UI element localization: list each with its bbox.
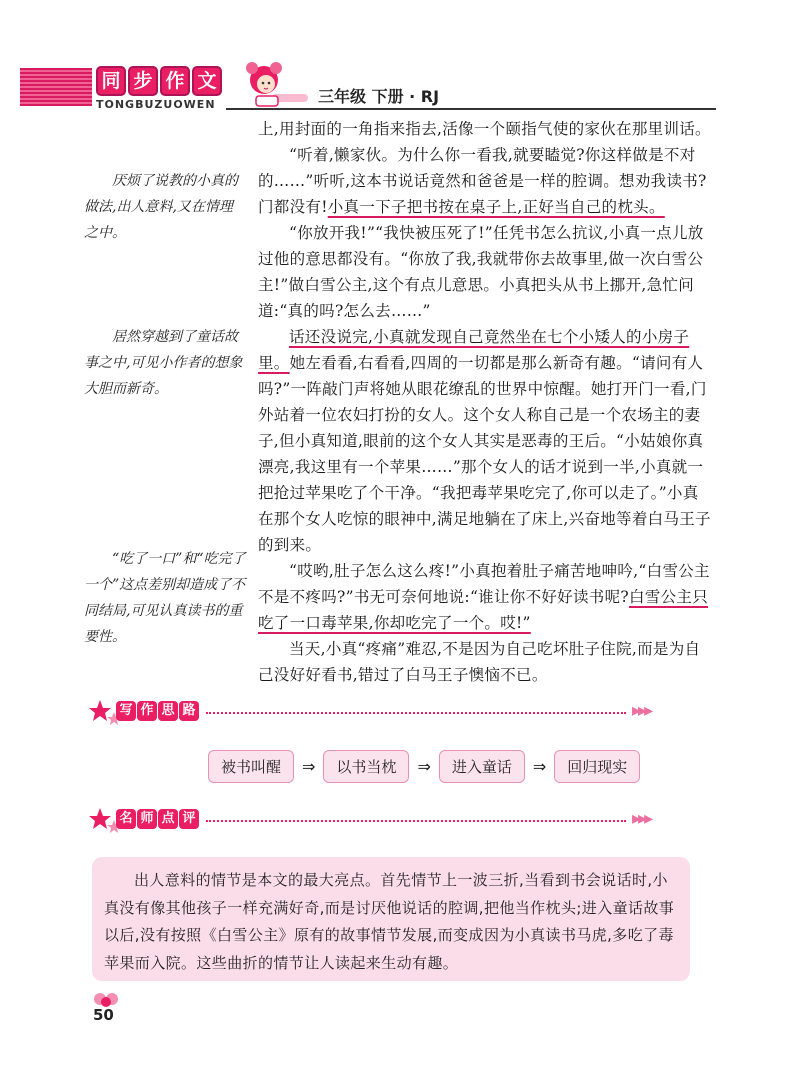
flow-step: 以书当枕 [323,750,409,783]
teacher-comment-box [92,857,690,981]
page-number: 50 [93,1006,114,1024]
comment-text: 出人意料的情节是本文的最大亮点。首先情节上一波三折,当看到书会说话时,小真没有像其他孩子一样充满好奇,而是讨厌他说话的腔调,把他当作枕头;进入童话故事以后,没有按照《白雪公主》原有的故事情节发展,而变成因为小真读书马虎,多吃了毒苹果而入院。这些曲折的情节让人读起来生动有趣。 [104,871,675,972]
paragraph: 上,用封面的一角指来指去,活像一个颐指气使的家伙在那里训话。 [258,120,711,138]
reading-girl-illustration [242,60,312,112]
highlighted-sentence: 话还没说完,小真就发现自己竟然坐在七个小矮人的小房子里。 [258,328,690,372]
margin-note: “吃了一口”和“吃完了一个”这点差别却造成了不同结局,可见认真读书的重要性。 [84,551,246,645]
paragraph-text: “听着,懒家伙。为什么你一看我,就要瞌觉?你这样做是不对的……”听听,这本书说话竟然和爸爸是一样的腔调。想劝我读书?门都没有! [258,146,707,216]
margin-note: 居然穿越到了童话故事之中,可见小作者的想象大胆而新奇。 [84,329,243,397]
page-header [20,60,720,118]
flow-step: 回归现实 [554,750,640,783]
story-text [258,116,714,688]
paragraph-text: “哎哟,肚子怎么这么疼!”小真抱着肚子痛苦地呻吟,“白雪公主不是不疼吗?”书无可奈何地说:“谁让你不好好读书呢? [258,562,710,606]
section-teacher-comment [88,806,700,836]
paragraph: “你放开我!”“我快被压死了!”任凭书怎么抗议,小真一点儿放过他的意思都没有。“你放了我,我就带你去故事里,做一次白雪公主!”做白雪公主,这个有点儿意思。小真把头从书上挪开,急忙问道:“真的吗?怎么去……” [258,224,704,320]
title-char: 作 [160,66,190,96]
writing-flow [208,750,640,783]
dotted-divider [206,820,626,822]
highlighted-sentence: 小真一下子把书按在桌子上,正好当自己的枕头。 [327,198,665,216]
section-title-char: 路 [179,701,199,721]
margin-note: 厌烦了说教的小真的做法,出人意料,又在情理之中。 [84,173,238,241]
arrow-right-icon: ⇒ [302,757,316,776]
page-number-badge [88,990,124,1030]
paragraph [258,142,714,220]
section-title-char: 名 [116,809,136,829]
title-char: 步 [128,66,158,96]
paragraph: 当天,小真“疼痛”难忍,不是因为自己吃坏肚子住院,而是为自己没好好看书,错过了白马王子懊恼不已。 [258,640,701,684]
paragraph-text: 她左看看,右看看,四周的一切都是那么新奇有趣。“请问有人吗?”一阵敲门声将她从眼花缭乱的世界中惊醒。她打开门一看,门外站着一位农妇打扮的女人。这个女人称自己是一个农场主的妻子,但小真知道,眼前的这个女人其实是恶毒的王后。“小姑娘你真漂亮,我这里有一个苹果……”那个女人的话才说到一半,小真就一把抢过苹果吃了个干净。“我把毒苹果吃完了,你可以走了。”小真在那个女人吃惊的眼神中,满足地躺在了床上,兴奋地等着白马王子的到来。 [258,354,711,554]
flow-step: 进入童话 [439,750,525,783]
section-title-char: 作 [137,701,157,721]
book-title-pinyin: TONGBUZUOWEN [96,98,216,111]
paragraph [258,324,714,558]
triple-chevron-icon: ▸▸▸ [632,808,651,829]
triple-chevron-icon: ▸▸▸ [632,700,651,721]
book-title [96,66,222,96]
paragraph [258,558,714,636]
grade-label: 三年级 下册 · RJ [318,87,440,106]
section-writing-idea [88,698,700,728]
section-title-char: 评 [179,809,199,829]
arrow-right-icon: ⇒ [417,757,431,776]
section-title-char: 点 [158,809,178,829]
header-stripe-decoration [20,68,92,106]
title-char: 文 [192,66,222,96]
section-title-char: 师 [137,809,157,829]
highlighted-sentence: 白雪公主只吃了一口毒苹果,你却吃完了一个。哎!” [258,588,709,632]
section-title [116,809,199,829]
section-title [116,701,199,721]
dotted-divider [206,712,626,714]
section-title-char: 写 [116,701,136,721]
flow-step: 被书叫醒 [208,750,294,783]
title-char: 同 [96,66,126,96]
section-title-char: 思 [158,701,178,721]
arrow-right-icon: ⇒ [532,757,547,776]
